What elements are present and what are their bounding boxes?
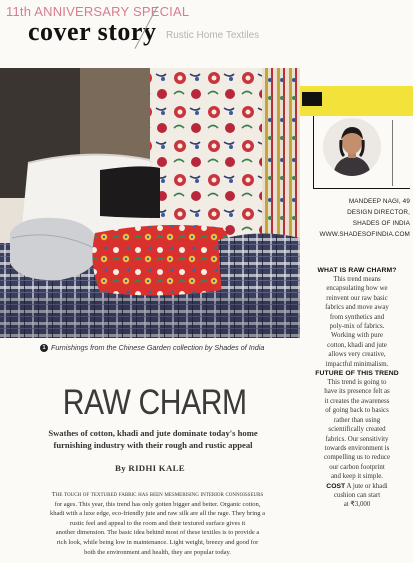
body-line: another dimension. The basic idea behind most of these textiles is to provide a bbox=[55, 529, 260, 537]
answer-line: rather than using bbox=[333, 416, 381, 424]
answer-line: impactful minimalism. bbox=[325, 360, 389, 368]
profile-name: MANDEEP NAGI, 49 bbox=[348, 198, 410, 205]
article-standfirst bbox=[22, 428, 284, 451]
cost-info bbox=[303, 482, 411, 510]
article-title: RAW CHARM bbox=[62, 383, 247, 422]
answer-line: This trend is going to bbox=[327, 379, 387, 387]
answer-line: poly-mix of fabrics. bbox=[329, 323, 385, 331]
answer-line: reinvent our raw basic bbox=[326, 294, 388, 302]
cover-story-heading: cover story bbox=[28, 17, 157, 46]
photo-caption bbox=[40, 343, 264, 352]
answer-line: and keep it simple. bbox=[330, 473, 384, 481]
answer-line: encapsulating how we bbox=[326, 285, 388, 293]
decorative-line bbox=[392, 120, 393, 186]
caption-text: Furnishings from the Chinese Garden collection by Shades of India bbox=[51, 343, 265, 352]
answer-line: it creates the awareness bbox=[324, 397, 390, 405]
answer-future-trend bbox=[303, 378, 411, 481]
cost-line: cushion can start bbox=[333, 491, 381, 499]
article-byline: By RIDHI KALE bbox=[115, 463, 185, 473]
answer-line: have its presence felt as bbox=[324, 388, 390, 396]
body-line: rich look, while being low in maintenance. Light weight, breezy and good for bbox=[56, 538, 259, 546]
profile-website[interactable]: WWW.SHADESOFINDIA.COM bbox=[319, 231, 410, 238]
caption-number: 1 bbox=[40, 344, 48, 352]
body-line: khadi with a luxe edge, eco-friendly jute and raw silk are all the rage. They bring a bbox=[49, 510, 266, 518]
answer-line: fabrics and move away bbox=[325, 304, 389, 312]
answer-line: allows very creative, bbox=[328, 351, 386, 359]
answer-line: compelling us to reduce bbox=[323, 454, 391, 462]
answer-line: scientifically created bbox=[328, 426, 386, 434]
designer-profile bbox=[306, 196, 410, 240]
cost-text: A jute or khadi bbox=[346, 482, 388, 490]
body-line: rustic feel and appeal to the room and their textured surface gives it bbox=[69, 519, 246, 527]
standfirst-line: Swathes of cotton, khadi and jute dominate today's home bbox=[48, 428, 258, 438]
decorative-line bbox=[313, 116, 314, 188]
profile-title: DESIGN DIRECTOR, bbox=[347, 209, 410, 216]
answer-raw-charm bbox=[303, 275, 411, 369]
cost-line: at ₹3,000 bbox=[343, 501, 371, 509]
answer-line: cotton, khadi and jute bbox=[327, 341, 387, 349]
question-raw-charm: WHAT IS RAW CHARM? bbox=[317, 267, 397, 274]
decorative-line bbox=[313, 188, 410, 189]
answer-line: fabrics. Our sensitivity bbox=[325, 435, 389, 443]
cost-label: COST bbox=[326, 482, 346, 490]
section-label: Rustic Home Textiles bbox=[166, 30, 260, 41]
answer-line: This trend means bbox=[333, 276, 381, 283]
answer-line: our carbon footprint bbox=[329, 463, 385, 471]
portrait-photo bbox=[323, 118, 381, 176]
qa-sidebar bbox=[303, 266, 411, 510]
answer-line: of going back to basics bbox=[325, 407, 389, 415]
body-line: for ages. This year, this trend has only gotten bigger and better. Organic cotton, bbox=[54, 500, 261, 508]
body-line: The touch of textured fabric has been mesmerising interior connoisseurs bbox=[51, 491, 264, 498]
answer-line: from synthetics and bbox=[329, 313, 385, 321]
cost-line bbox=[303, 482, 411, 491]
standfirst-line: furnishing industry with their rough and rustic appeal bbox=[53, 439, 253, 450]
article-body bbox=[10, 490, 305, 557]
black-accent-block bbox=[302, 92, 322, 106]
answer-line: Working with pure bbox=[331, 332, 383, 340]
body-line: both the environment and health, they are popular today. bbox=[84, 548, 231, 556]
answer-line: towards environment is bbox=[324, 444, 390, 452]
anniversary-label: 11th ANNIVERSARY SPECIAL bbox=[6, 4, 190, 19]
question-future-trend: FUTURE OF THIS TREND bbox=[315, 370, 399, 378]
profile-company: SHADES OF INDIA bbox=[352, 220, 410, 227]
bedroom-photo bbox=[0, 68, 300, 338]
